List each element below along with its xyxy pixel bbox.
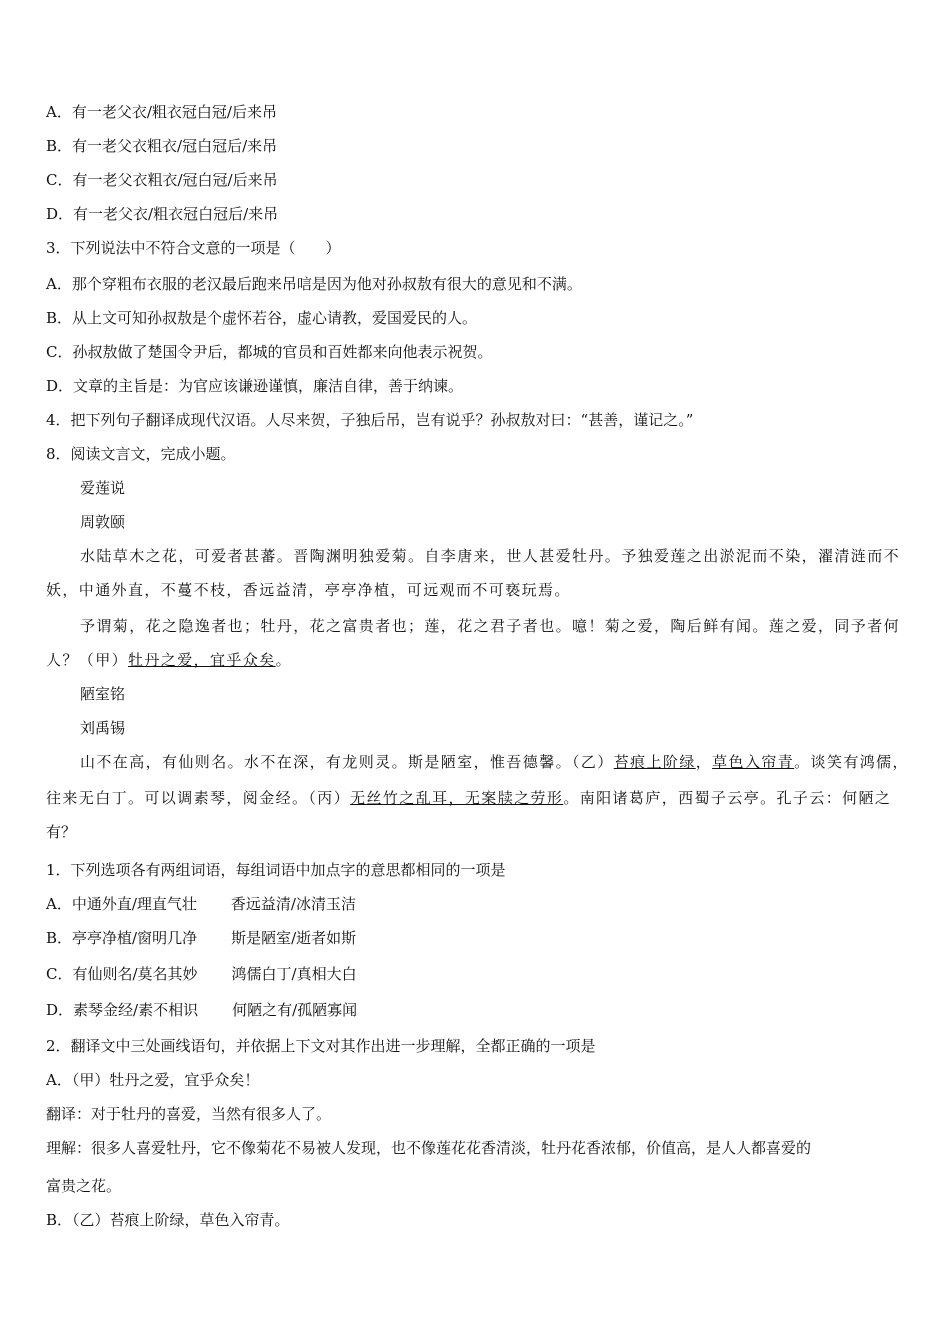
option-b: B．有一老父衣粗衣/冠白冠后/来吊	[46, 137, 278, 155]
text1-para2: 予谓菊，花之隐逸者也；牡丹，花之富贵者也；莲，花之君子者也。噫！菊之爱，陶后鲜有闻。莲之爱，同予者何	[80, 617, 901, 635]
underlined-sentence-jia: 牡丹之爱，宜乎众矣	[128, 651, 276, 669]
text: A．中通外直/理直气壮	[46, 895, 197, 913]
option-a: A．（甲）牡丹之爱，宜乎众矣！	[46, 1071, 260, 1089]
text1-title: 爱莲说	[80, 479, 126, 497]
text: 人？（甲）	[46, 651, 129, 669]
option-b: B．（乙）苔痕上阶绿，草色入帘青。	[46, 1211, 290, 1229]
text: 何陋之有/孤陋寡闻	[232, 1001, 358, 1019]
text1-para2-cont	[46, 650, 292, 670]
text: 斯是陋室/逝者如斯	[231, 929, 357, 947]
text: 。	[275, 651, 293, 669]
text: 往来无白丁。可以调素琴，阅金经。（丙）	[46, 789, 351, 807]
question-4: 4．把下列句子翻译成现代汉语。人尽来贺，子独后吊，岂有说乎？孙叔敖对曰：“甚善，谨记之。”	[46, 411, 694, 429]
text: 香远益清/冰清玉洁	[230, 895, 356, 913]
text2-para	[80, 752, 909, 772]
text: D．素琴金经/素不相识	[46, 1001, 199, 1019]
text: 山不在高，有仙则名。水不在深，有龙则灵。斯是陋室，惟吾德馨。（乙）	[80, 753, 614, 771]
option-a: A．那个穿粗布衣服的老汉最后跑来吊唁是因为他对孙叔敖有很大的意见和不满。	[46, 275, 582, 293]
text1-author: 周敦颐	[80, 513, 126, 531]
underlined-sentence-bing: 无丝竹之乱耳，无案牍之劳形	[350, 789, 564, 807]
text: 鸿儒白丁/真相大白	[231, 965, 357, 983]
option-b	[46, 928, 356, 948]
option-a	[46, 894, 356, 914]
translation: 翻译：对于牡丹的喜爱，当然有很多人了。	[46, 1105, 332, 1123]
option-d: D．有一老父衣/粗衣冠白冠后/来吊	[46, 205, 279, 223]
text2-author: 刘禹锡	[80, 719, 126, 737]
option-d: D．文章的主旨是：为官应该谦逊谨慎，廉洁自律，善于纳谏。	[46, 377, 464, 395]
underlined-sentence-yi-2: 草色入帘青	[712, 753, 795, 771]
text2-para-end: 有？	[46, 823, 77, 841]
text1-para1-cont: 妖，中通外直，不蔓不枝，香远益清，亭亭净植，可远观而不可亵玩焉。	[46, 581, 571, 599]
option-b: B．从上文可知孙叔敖是个虚怀若谷，虚心请教，爱国爱民的人。	[46, 309, 478, 327]
understanding-cont: 富贵之花。	[46, 1177, 122, 1195]
underlined-sentence-yi-1: 苔痕上阶绿	[613, 753, 696, 771]
sub2-stem: 2．翻译文中三处画线语句，并依据上下文对其作出进一步理解，全都正确的一项是	[46, 1037, 596, 1055]
option-c: C．有一老父衣粗衣/冠白冠/后来吊	[46, 171, 278, 189]
text: 。南阳诸葛庐，西蜀子云亭。孔子云：何陋之	[563, 789, 892, 807]
question-8-stem: 8．阅读文言文，完成小题。	[46, 445, 236, 463]
text2-title: 陋室铭	[80, 685, 126, 703]
option-d	[46, 1000, 357, 1020]
text2-para-cont	[46, 788, 891, 808]
sub1-stem: 1．下列选项各有两组词语，每组词语中加点字的意思都相同的一项是	[46, 861, 506, 879]
question-3-stem: 3．下列说法中不符合文意的一项是（ ）	[46, 239, 341, 257]
text: B．亭亭净植/窗明几净	[46, 929, 198, 947]
option-a: A．有一老父衣/粗衣冠白冠/后来吊	[46, 103, 277, 121]
text: ，	[695, 753, 713, 771]
option-c: C．孙叔敖做了楚国令尹后，都城的官员和百姓都来向他表示祝贺。	[46, 343, 493, 361]
text: 。谈笑有鸿儒，	[794, 753, 909, 771]
text: C．有仙则名/莫名其妙	[46, 965, 198, 983]
text1-para1: 水陆草木之花，可爱者甚蕃。晋陶渊明独爱菊。自李唐来，世人甚爱牡丹。予独爱莲之出淤泥而不染，濯清涟而不	[80, 547, 901, 565]
understanding: 理解：很多人喜爱牡丹，它不像菊花不易被人发现，也不像莲花花香清淡，牡丹花香浓郁，价值高，是人人都喜爱的	[46, 1139, 812, 1157]
option-c	[46, 964, 357, 984]
